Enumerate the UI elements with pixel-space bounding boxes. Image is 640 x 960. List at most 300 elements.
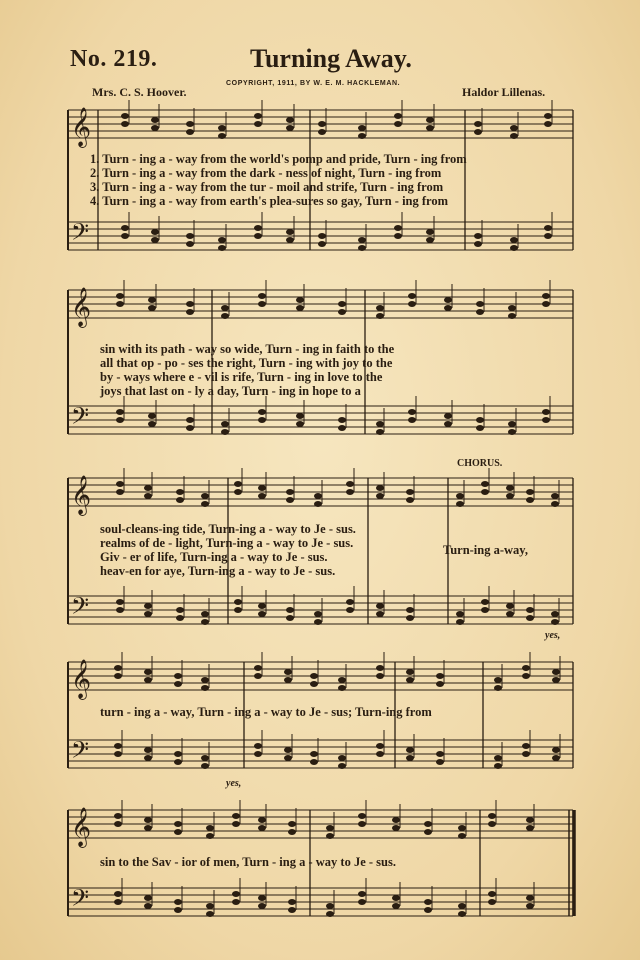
system5-treble-notehead bbox=[526, 825, 534, 831]
system4-bass-notehead bbox=[522, 743, 530, 749]
bass-word-system3: yes, bbox=[545, 630, 561, 641]
system1-bass-notehead bbox=[121, 233, 129, 239]
system4-bass-notehead bbox=[338, 755, 346, 761]
system3-treble-notehead bbox=[201, 493, 209, 499]
system3-bass-notehead bbox=[144, 611, 152, 617]
system5-treble-notehead bbox=[206, 825, 214, 831]
system3-treble-notehead bbox=[456, 493, 464, 499]
system1-bass-notehead bbox=[186, 233, 194, 239]
system1-treble-notehead bbox=[121, 113, 129, 119]
system2-bass-notehead bbox=[508, 429, 516, 435]
system1-bass-notehead bbox=[286, 229, 294, 235]
system5-bass-notehead bbox=[232, 891, 240, 897]
system5-bass-notehead bbox=[174, 907, 182, 913]
system2-bass-notehead bbox=[444, 421, 452, 427]
system2-treble-notehead bbox=[116, 301, 124, 307]
system1-bass-notehead bbox=[394, 225, 402, 231]
system5-treble-notehead bbox=[526, 817, 534, 823]
system1-bass-notehead bbox=[151, 237, 159, 243]
system4-bass-notehead bbox=[201, 763, 209, 769]
system4-bass-notehead bbox=[376, 743, 384, 749]
system3-treble-notehead bbox=[176, 497, 184, 503]
system5-treble-notehead bbox=[114, 821, 122, 827]
system2-treble-notehead bbox=[376, 305, 384, 311]
system1-bass-notehead bbox=[286, 237, 294, 243]
system3-bass-notehead bbox=[201, 611, 209, 617]
system1-treble-notehead bbox=[151, 117, 159, 123]
system4-treble-notehead bbox=[494, 685, 502, 691]
system1-bass-notehead bbox=[426, 229, 434, 235]
system5-bass-notehead bbox=[458, 903, 466, 909]
system5-bass-notehead bbox=[258, 903, 266, 909]
system4-treble-notehead bbox=[436, 673, 444, 679]
system4-bass-notehead bbox=[201, 755, 209, 761]
system5-bass-notehead bbox=[526, 895, 534, 901]
system5-treble-notehead bbox=[144, 825, 152, 831]
system5-bass-notehead bbox=[392, 903, 400, 909]
system2-treble-notehead bbox=[542, 301, 550, 307]
system2-verse2: all that op - po - ses the right, Turn - ing with joy to the bbox=[100, 356, 393, 370]
system4-treble-notehead bbox=[376, 673, 384, 679]
system4-bass-notehead bbox=[174, 759, 182, 765]
system4-treble-notehead bbox=[522, 673, 530, 679]
system3-bass-notehead bbox=[506, 611, 514, 617]
system2-treble-notehead bbox=[258, 293, 266, 299]
system2-treble-notehead bbox=[476, 309, 484, 315]
system3-bass-notehead bbox=[176, 615, 184, 621]
system3-bass-notehead bbox=[481, 607, 489, 613]
system1-treble-notehead bbox=[426, 117, 434, 123]
system4-treble-notehead bbox=[436, 681, 444, 687]
system3-treble-notehead bbox=[456, 501, 464, 507]
system1-treble-notehead bbox=[186, 129, 194, 135]
system4-bass-notehead bbox=[552, 755, 560, 761]
system1-bass-notehead bbox=[318, 241, 326, 247]
system1-treble-notehead bbox=[544, 121, 552, 127]
system5-bass-notehead bbox=[358, 891, 366, 897]
system2-treble-notehead bbox=[186, 301, 194, 307]
system3-treble-notehead bbox=[258, 493, 266, 499]
system4-treble-notehead bbox=[552, 669, 560, 675]
system4-bass-notehead bbox=[174, 751, 182, 757]
system4-treble-notehead bbox=[284, 669, 292, 675]
system2-treble-notehead bbox=[408, 301, 416, 307]
system5-treble-notehead bbox=[392, 825, 400, 831]
system5-bass-notehead bbox=[174, 899, 182, 905]
system3-verse1: soul-cleans-ing tide, Turn-ing a - way to Je - sus. bbox=[100, 522, 356, 536]
system1-treble-notehead bbox=[510, 125, 518, 131]
system5-bass-notehead bbox=[488, 891, 496, 897]
system3-bass-notehead bbox=[176, 607, 184, 613]
system2-verse3: by - ways where e - vil is rife, Turn - ing in love to the bbox=[100, 370, 383, 384]
system5-treble-notehead bbox=[288, 829, 296, 835]
system3-bass-notehead bbox=[234, 599, 242, 605]
chorus-line: Turn-ing a-way, bbox=[443, 543, 528, 557]
system1-treble-notehead bbox=[218, 125, 226, 131]
system3-bass-notehead bbox=[526, 607, 534, 613]
system3-treble-notehead bbox=[376, 485, 384, 491]
system5-treble-notehead bbox=[424, 829, 432, 835]
system5-treble-notehead bbox=[488, 813, 496, 819]
system5-bass-notehead bbox=[526, 903, 534, 909]
system3-treble-notehead bbox=[406, 489, 414, 495]
system4-treble-notehead bbox=[144, 669, 152, 675]
system1-treble-notehead bbox=[394, 113, 402, 119]
system3-bass-notehead bbox=[286, 615, 294, 621]
system2-bass-notehead bbox=[258, 417, 266, 423]
system4-lyrics: turn - ing a - way, Turn - ing a - way to Je - sus; Turn-ing from bbox=[100, 705, 432, 719]
system2-bass-notehead bbox=[116, 417, 124, 423]
system4-bass-notehead bbox=[436, 759, 444, 765]
system3-treble-notehead bbox=[481, 489, 489, 495]
system1-treble-notehead bbox=[286, 125, 294, 131]
system5-bass-notehead bbox=[424, 907, 432, 913]
system5-bass-notehead bbox=[114, 899, 122, 905]
system3-bass-notehead bbox=[456, 619, 464, 625]
system5-bass-notehead bbox=[144, 895, 152, 901]
system2-bass-notehead bbox=[376, 429, 384, 435]
system1-treble-notehead bbox=[254, 113, 262, 119]
system3-bass-notehead bbox=[406, 607, 414, 613]
system5-bass-notehead bbox=[424, 899, 432, 905]
system2-bass-notehead bbox=[148, 413, 156, 419]
system2-treble-notehead bbox=[116, 293, 124, 299]
system4-treble-notehead bbox=[376, 665, 384, 671]
system5-bass-notehead bbox=[392, 895, 400, 901]
system1-treble-notehead bbox=[510, 133, 518, 139]
system2-treble-notehead bbox=[444, 305, 452, 311]
system1-bass-notehead bbox=[510, 245, 518, 251]
system4-bass-notehead bbox=[406, 747, 414, 753]
system2-treble-notehead bbox=[542, 293, 550, 299]
system1-treble-notehead bbox=[358, 125, 366, 131]
system2-bass-notehead bbox=[476, 417, 484, 423]
system5-treble-notehead bbox=[258, 825, 266, 831]
system2-treble-notehead bbox=[221, 313, 229, 319]
system4-treble-notehead bbox=[254, 673, 262, 679]
system4-bass-notehead bbox=[254, 743, 262, 749]
system3-treble-notehead bbox=[144, 485, 152, 491]
system3-bass-notehead bbox=[376, 603, 384, 609]
system2-bass-notehead bbox=[408, 417, 416, 423]
system4-treble-notehead bbox=[114, 665, 122, 671]
system3-bass-notehead bbox=[201, 619, 209, 625]
system3-bass-notehead bbox=[376, 611, 384, 617]
system1-bass-notehead bbox=[254, 225, 262, 231]
system4-treble-notehead bbox=[338, 685, 346, 691]
system3-bass-clef: 𝄢 bbox=[71, 592, 90, 625]
system4-treble-notehead bbox=[201, 677, 209, 683]
system1-verse2: 2. Turn - ing a - way from the dark - ness of night, Turn - ing from bbox=[90, 166, 442, 180]
system5-bass-notehead bbox=[144, 903, 152, 909]
system3-bass-notehead bbox=[314, 611, 322, 617]
system4-bass-notehead bbox=[552, 747, 560, 753]
hymn-author: Mrs. C. S. Hoover. bbox=[92, 85, 187, 99]
system2-treble-notehead bbox=[221, 305, 229, 311]
system3-bass-notehead bbox=[481, 599, 489, 605]
system3-treble-clef: 𝄞 bbox=[71, 475, 92, 515]
system5-treble-notehead bbox=[232, 813, 240, 819]
system5-treble-notehead bbox=[258, 817, 266, 823]
system3-verse2: realms of de - light, Turn-ing a - way to Je - sus. bbox=[100, 536, 354, 550]
system5-bass-notehead bbox=[206, 903, 214, 909]
system3-treble-notehead bbox=[201, 501, 209, 507]
system4-bass-notehead bbox=[310, 751, 318, 757]
system1-bass-notehead bbox=[358, 245, 366, 251]
system1-bass-notehead bbox=[218, 237, 226, 243]
system2-treble-notehead bbox=[408, 293, 416, 299]
system3-bass-notehead bbox=[406, 615, 414, 621]
system1-treble-notehead bbox=[394, 121, 402, 127]
system3-bass-notehead bbox=[526, 615, 534, 621]
system3-treble-notehead bbox=[506, 493, 514, 499]
system2-bass-notehead bbox=[408, 409, 416, 415]
system4-bass-notehead bbox=[284, 747, 292, 753]
system1-treble-notehead bbox=[544, 113, 552, 119]
system2-bass-notehead bbox=[116, 409, 124, 415]
system2-bass-notehead bbox=[221, 429, 229, 435]
system3-treble-notehead bbox=[234, 481, 242, 487]
system3-bass-notehead bbox=[456, 611, 464, 617]
system5-bass-notehead bbox=[326, 911, 334, 917]
system1-treble-notehead bbox=[358, 133, 366, 139]
system2-bass-notehead bbox=[444, 413, 452, 419]
system3-bass-notehead bbox=[506, 603, 514, 609]
system5-bass-notehead bbox=[288, 907, 296, 913]
system5-treble-notehead bbox=[392, 817, 400, 823]
system1-treble-notehead bbox=[426, 125, 434, 131]
system3-bass-notehead bbox=[286, 607, 294, 613]
system5-treble-notehead bbox=[358, 821, 366, 827]
hymn-number: No. 219. bbox=[70, 46, 158, 72]
system2-bass-notehead bbox=[258, 409, 266, 415]
hymn-title: Turning Away. bbox=[250, 44, 412, 73]
system4-bass-clef: 𝄢 bbox=[71, 736, 90, 769]
system1-bass-notehead bbox=[121, 225, 129, 231]
system1-bass-notehead bbox=[544, 225, 552, 231]
system4-bass-notehead bbox=[254, 751, 262, 757]
system2-bass-notehead bbox=[186, 425, 194, 431]
system2-treble-notehead bbox=[476, 301, 484, 307]
system5-bass-notehead bbox=[114, 891, 122, 897]
system5-bass-notehead bbox=[326, 903, 334, 909]
system4-bass-notehead bbox=[376, 751, 384, 757]
system3-treble-notehead bbox=[176, 489, 184, 495]
system5-treble-notehead bbox=[114, 813, 122, 819]
hymn-copyright: COPYRIGHT, 1911, BY W. E. M. HACKLEMAN. bbox=[226, 80, 401, 87]
system1-treble-notehead bbox=[254, 121, 262, 127]
system5-bass-notehead bbox=[358, 899, 366, 905]
system1-treble-notehead bbox=[474, 129, 482, 135]
system5-treble-notehead bbox=[358, 813, 366, 819]
system4-treble-notehead bbox=[201, 685, 209, 691]
system3-bass-notehead bbox=[551, 611, 559, 617]
system4-bass-notehead bbox=[406, 755, 414, 761]
system1-treble-notehead bbox=[218, 133, 226, 139]
system3-verse3: Giv - er of life, Turn-ing a - way to Je - sus. bbox=[100, 550, 328, 564]
system4-treble-notehead bbox=[284, 677, 292, 683]
system5-treble-notehead bbox=[488, 821, 496, 827]
system1-verse4: 4. Turn - ing a - way from earth's plea-sures so gay, Turn - ing from bbox=[90, 194, 449, 208]
system2-bass-notehead bbox=[338, 425, 346, 431]
system3-treble-notehead bbox=[258, 485, 266, 491]
system1-treble-notehead bbox=[318, 121, 326, 127]
hymn-composer: Haldor Lillenas. bbox=[462, 85, 546, 99]
system4-treble-notehead bbox=[174, 673, 182, 679]
system1-bass-clef: 𝄢 bbox=[71, 218, 90, 251]
system5-treble-notehead bbox=[174, 829, 182, 835]
system1-bass-notehead bbox=[544, 233, 552, 239]
system5-treble-notehead bbox=[326, 833, 334, 839]
system4-bass-notehead bbox=[114, 751, 122, 757]
system1-treble-notehead bbox=[121, 121, 129, 127]
system5-bass-notehead bbox=[206, 911, 214, 917]
system1-bass-notehead bbox=[186, 241, 194, 247]
system4-treble-notehead bbox=[310, 681, 318, 687]
system4-treble-notehead bbox=[310, 673, 318, 679]
system2-treble-notehead bbox=[444, 297, 452, 303]
system3-treble-notehead bbox=[314, 501, 322, 507]
system2-bass-notehead bbox=[508, 421, 516, 427]
system4-bass-notehead bbox=[494, 763, 502, 769]
system1-bass-notehead bbox=[394, 233, 402, 239]
system4-treble-notehead bbox=[406, 669, 414, 675]
system5-bass-notehead bbox=[232, 899, 240, 905]
system2-treble-notehead bbox=[296, 297, 304, 303]
system3-treble-notehead bbox=[286, 489, 294, 495]
system5-treble-notehead bbox=[206, 833, 214, 839]
system1-verse1: 1. Turn - ing a - way from the world's pomp and pride, Turn - ing from bbox=[90, 152, 467, 166]
system5-treble-notehead bbox=[174, 821, 182, 827]
system2-bass-notehead bbox=[376, 421, 384, 427]
system4-bass-notehead bbox=[436, 751, 444, 757]
system3-treble-notehead bbox=[526, 489, 534, 495]
system3-bass-notehead bbox=[116, 607, 124, 613]
system1-bass-notehead bbox=[218, 245, 226, 251]
system1-treble-notehead bbox=[474, 121, 482, 127]
system3-bass-notehead bbox=[234, 607, 242, 613]
system1-bass-notehead bbox=[474, 233, 482, 239]
system2-treble-notehead bbox=[338, 309, 346, 315]
system2-bass-notehead bbox=[542, 409, 550, 415]
system5-treble-notehead bbox=[326, 825, 334, 831]
system1-treble-notehead bbox=[186, 121, 194, 127]
system4-treble-notehead bbox=[406, 677, 414, 683]
system5-bass-notehead bbox=[288, 899, 296, 905]
system3-treble-notehead bbox=[376, 493, 384, 499]
system5-treble-notehead bbox=[288, 821, 296, 827]
system5-bass-notehead bbox=[458, 911, 466, 917]
system2-bass-notehead bbox=[476, 425, 484, 431]
system4-bass-notehead bbox=[494, 755, 502, 761]
system5-bass-notehead bbox=[488, 899, 496, 905]
system2-treble-notehead bbox=[148, 305, 156, 311]
system3-treble-notehead bbox=[551, 501, 559, 507]
system1-bass-notehead bbox=[510, 237, 518, 243]
system1-bass-notehead bbox=[474, 241, 482, 247]
system5-treble-notehead bbox=[458, 833, 466, 839]
system3-bass-notehead bbox=[346, 599, 354, 605]
system2-verse4: joys that last on - ly a day, Turn - ing in hope to a bbox=[100, 384, 361, 398]
system4-bass-notehead bbox=[284, 755, 292, 761]
system2-bass-notehead bbox=[186, 417, 194, 423]
system3-bass-notehead bbox=[258, 603, 266, 609]
system3-bass-notehead bbox=[551, 619, 559, 625]
system2-bass-notehead bbox=[542, 417, 550, 423]
system3-treble-notehead bbox=[346, 481, 354, 487]
system5-treble-notehead bbox=[458, 825, 466, 831]
system4-bass-notehead bbox=[144, 747, 152, 753]
system2-bass-clef: 𝄢 bbox=[71, 402, 90, 435]
system1-verse3: 3. Turn - ing a - way from the tur - moil and strife, Turn - ing from bbox=[90, 180, 444, 194]
system2-treble-notehead bbox=[376, 313, 384, 319]
system1-treble-notehead bbox=[286, 117, 294, 123]
bass-word-system4: yes, bbox=[226, 778, 242, 789]
system5-bass-clef: 𝄢 bbox=[71, 884, 90, 917]
system5-treble-notehead bbox=[232, 821, 240, 827]
system2-bass-notehead bbox=[221, 421, 229, 427]
system4-bass-notehead bbox=[144, 755, 152, 761]
system3-treble-notehead bbox=[551, 493, 559, 499]
system4-treble-notehead bbox=[338, 677, 346, 683]
system4-treble-notehead bbox=[144, 677, 152, 683]
system1-treble-clef: 𝄞 bbox=[71, 107, 92, 147]
system5-treble-notehead bbox=[424, 821, 432, 827]
system1-bass-notehead bbox=[358, 237, 366, 243]
system3-bass-notehead bbox=[144, 603, 152, 609]
system1-bass-notehead bbox=[318, 233, 326, 239]
system3-treble-notehead bbox=[406, 497, 414, 503]
system4-bass-notehead bbox=[338, 763, 346, 769]
system5-treble-clef: 𝄞 bbox=[71, 807, 92, 847]
system4-bass-notehead bbox=[310, 759, 318, 765]
system2-treble-notehead bbox=[186, 309, 194, 315]
system1-treble-notehead bbox=[151, 125, 159, 131]
system2-bass-notehead bbox=[296, 421, 304, 427]
system1-bass-notehead bbox=[426, 237, 434, 243]
system1-treble-notehead bbox=[318, 129, 326, 135]
chorus-label: CHORUS. bbox=[457, 458, 503, 469]
system4-treble-notehead bbox=[254, 665, 262, 671]
system5-lyrics: sin to the Sav - ior of men, Turn - ing a - way to Je - sus. bbox=[100, 855, 396, 869]
system3-treble-notehead bbox=[286, 497, 294, 503]
system2-verse1: sin with its path - way so wide, Turn - ing in faith to the bbox=[100, 342, 395, 356]
system3-bass-notehead bbox=[258, 611, 266, 617]
system2-treble-notehead bbox=[296, 305, 304, 311]
system4-treble-notehead bbox=[522, 665, 530, 671]
system3-treble-notehead bbox=[116, 481, 124, 487]
system3-bass-notehead bbox=[314, 619, 322, 625]
system5-treble-notehead bbox=[144, 817, 152, 823]
system2-bass-notehead bbox=[338, 417, 346, 423]
system3-treble-notehead bbox=[116, 489, 124, 495]
system1-bass-notehead bbox=[254, 233, 262, 239]
system4-treble-notehead bbox=[494, 677, 502, 683]
system3-bass-notehead bbox=[116, 599, 124, 605]
system2-bass-notehead bbox=[148, 421, 156, 427]
system2-treble-notehead bbox=[338, 301, 346, 307]
system3-treble-notehead bbox=[234, 489, 242, 495]
system3-treble-notehead bbox=[506, 485, 514, 491]
system2-bass-notehead bbox=[296, 413, 304, 419]
system2-treble-notehead bbox=[508, 305, 516, 311]
system2-treble-notehead bbox=[508, 313, 516, 319]
system3-treble-notehead bbox=[346, 489, 354, 495]
system4-bass-notehead bbox=[522, 751, 530, 757]
system1-bass-notehead bbox=[151, 229, 159, 235]
system4-treble-notehead bbox=[552, 677, 560, 683]
system2-treble-notehead bbox=[148, 297, 156, 303]
